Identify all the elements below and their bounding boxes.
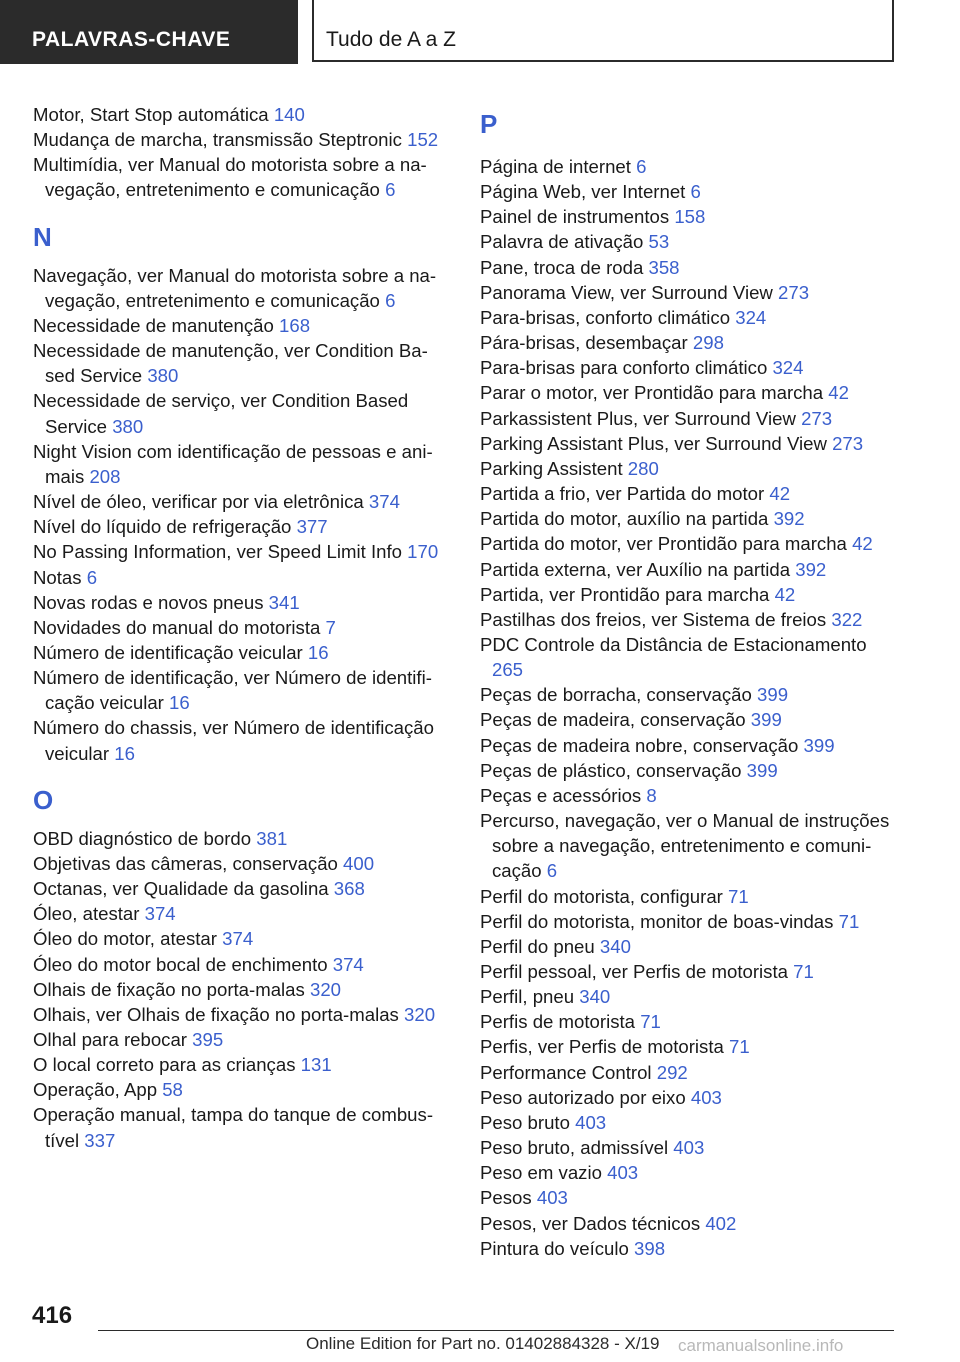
- index-page-link[interactable]: 6: [690, 181, 701, 203]
- index-entry-text: Perfil, pneu: [480, 986, 575, 1008]
- index-entry-text: Pára-brisas, desembaçar: [480, 332, 688, 354]
- index-entry: [33, 102, 451, 127]
- index-entry-text: Nível de óleo, verificar por via eletrônica: [33, 491, 364, 513]
- index-entry-text: Peso em vazio: [480, 1162, 602, 1184]
- index-entry-text: Pastilhas dos freios, ver Sistema de freios: [480, 608, 827, 630]
- index-entry: [480, 632, 900, 682]
- index-page-link[interactable]: 340: [579, 986, 611, 1008]
- index-entry-text: Perfil do pneu: [480, 935, 595, 957]
- index-entry-text: Perfil do motorista, monitor de boas-vindas: [480, 910, 834, 932]
- index-entry: [480, 1110, 900, 1135]
- index-entry-text: Operação manual, tampa do tanque de combustível: [33, 1104, 434, 1151]
- index-entry: [33, 439, 451, 489]
- index-page-link[interactable]: 6: [546, 860, 558, 882]
- index-entry: [480, 506, 900, 531]
- index-page-link[interactable]: 265: [492, 659, 524, 681]
- index-entry: [480, 380, 900, 405]
- index-page-link[interactable]: 6: [385, 179, 396, 201]
- index-page-link[interactable]: 7: [325, 616, 336, 638]
- index-entry-text: Pesos: [480, 1187, 532, 1209]
- index-page-link[interactable]: 400: [343, 852, 375, 874]
- index-entry: [480, 1034, 900, 1059]
- index-entry-text: Painel de instrumentos: [480, 206, 670, 228]
- index-page-link[interactable]: 374: [144, 903, 176, 925]
- index-entry: [480, 884, 900, 909]
- index-page-link[interactable]: 131: [300, 1054, 332, 1076]
- index-column-right: [480, 102, 900, 1261]
- index-entry-text: Peso bruto, admissível: [480, 1137, 669, 1159]
- index-entry-text: Pintura do veículo: [480, 1237, 629, 1259]
- index-entry-text: Necessidade de serviço, ver Condition Based Service: [33, 390, 409, 437]
- index-entry: [480, 1160, 900, 1185]
- index-page-link[interactable]: 392: [795, 558, 827, 580]
- index-page-link[interactable]: 402: [705, 1212, 737, 1234]
- index-page-link[interactable]: 273: [801, 407, 833, 429]
- index-entry-text: Para-brisas para conforto climático: [480, 357, 768, 379]
- index-page-link[interactable]: 399: [757, 684, 789, 706]
- index-page-link[interactable]: 398: [634, 1237, 666, 1259]
- index-page-link[interactable]: 380: [112, 415, 144, 437]
- index-page-link[interactable]: 403: [575, 1111, 607, 1133]
- index-entry: [33, 539, 451, 564]
- index-entry: [33, 901, 451, 926]
- index-entry-text: Parking Assistant Plus, ver Surround View: [480, 432, 827, 454]
- index-entry-text: No Passing Information, ver Speed Limit Info: [33, 541, 402, 563]
- index-entry-text: Motor, Start Stop automática: [33, 104, 269, 125]
- index-entry: [33, 152, 451, 202]
- index-page-link[interactable]: 6: [636, 156, 647, 177]
- index-entry-text: Peças de madeira nobre, conservação: [480, 734, 799, 756]
- index-entry: [33, 977, 451, 1002]
- index-page-link[interactable]: 71: [640, 1011, 661, 1033]
- index-entry: [480, 154, 900, 179]
- index-page-link[interactable]: 16: [307, 641, 329, 663]
- index-page-link[interactable]: 273: [778, 281, 810, 303]
- index-page-link[interactable]: 42: [852, 533, 873, 555]
- index-page-link[interactable]: 42: [769, 483, 791, 505]
- index-letter-heading: P: [480, 109, 498, 139]
- index-page-link[interactable]: 340: [599, 935, 631, 957]
- index-page-link[interactable]: 403: [607, 1162, 639, 1184]
- index-entry-text: Palavra de ativação: [480, 231, 644, 253]
- footer-edition: Online Edition for Part no. 01402884328 - X/19: [306, 1334, 660, 1353]
- index-page-link[interactable]: 42: [828, 382, 849, 404]
- index-page-link[interactable]: 292: [656, 1061, 688, 1083]
- index-entry: [33, 851, 451, 876]
- index-page-link[interactable]: 168: [279, 314, 311, 336]
- index-entry-text: Objetivas das câmeras, conservação: [33, 852, 338, 874]
- index-entry-text: Peso bruto: [480, 1111, 570, 1133]
- section-title: PALAVRAS-CHAVE: [32, 28, 231, 51]
- index-entry: [33, 313, 451, 338]
- topic-tab: [312, 0, 894, 62]
- index-page-link[interactable]: 403: [690, 1086, 722, 1108]
- index-page-link[interactable]: 71: [729, 1036, 750, 1058]
- index-entry-text: Necessidade de manutenção, ver Condition Based Service: [33, 340, 428, 387]
- index-entry-text: Óleo do motor, atestar: [33, 928, 217, 950]
- index-page-link[interactable]: 320: [404, 1003, 436, 1025]
- index-page-link[interactable]: 403: [536, 1187, 568, 1209]
- index-page-link[interactable]: 395: [192, 1029, 224, 1050]
- index-entry-text: Óleo do motor bocal de enchimento: [33, 953, 328, 975]
- index-entry: [480, 481, 900, 506]
- index-entry: [480, 1236, 900, 1261]
- index-entry-text: Necessidade de manutenção: [33, 314, 274, 336]
- index-entry: [480, 682, 900, 707]
- index-entry-text: Número de identificação, ver Número de identificação veicular: [33, 667, 432, 714]
- index-page-link[interactable]: 374: [368, 491, 400, 513]
- index-entry: [480, 406, 900, 431]
- index-entry: [33, 127, 451, 152]
- index-entry-text: Parar o motor, ver Prontidão para marcha: [480, 382, 824, 404]
- index-letter-heading: O: [33, 784, 54, 815]
- index-entry-text: Nível do líquido de refrigeração: [33, 516, 292, 538]
- index-page-link[interactable]: 208: [89, 465, 121, 487]
- index-entry: [480, 431, 900, 456]
- index-entry-text: Parkassistent Plus, ver Surround View: [480, 407, 796, 429]
- index-letter-heading: N: [33, 221, 52, 252]
- index-page-link[interactable]: 399: [750, 709, 782, 731]
- index-page-link[interactable]: 170: [407, 541, 439, 563]
- topic-title: Tudo de A a Z: [326, 28, 456, 51]
- index-entry-text: Perfis de motorista: [480, 1011, 636, 1033]
- index-entry: [480, 707, 900, 732]
- index-entry: [480, 531, 900, 556]
- index-page-link[interactable]: 16: [169, 692, 190, 714]
- index-entry-text: Partida, ver Prontidão para marcha: [480, 583, 770, 605]
- index-entry-text: Peças de plástico, conservação: [480, 759, 742, 781]
- index-entry-text: Partida a frio, ver Partida do motor: [480, 483, 765, 505]
- index-entry: [480, 582, 900, 607]
- index-entry: [33, 615, 451, 640]
- index-page-link[interactable]: 42: [774, 583, 796, 605]
- index-page-link[interactable]: 380: [147, 365, 179, 387]
- index-entry-text: PDC Controle da Distância de Estacionamento: [480, 633, 867, 655]
- index-entry: [480, 1185, 900, 1210]
- index-entry: [33, 1102, 451, 1152]
- index-page-link[interactable]: 358: [648, 256, 680, 278]
- index-entry-text: Panorama View, ver Surround View: [480, 281, 773, 303]
- section-tab: [0, 0, 298, 64]
- index-entry: [480, 1085, 900, 1110]
- index-entry-text: Peso autorizado por eixo: [480, 1086, 686, 1108]
- footer-watermark: carmanualsonline.info: [678, 1336, 844, 1355]
- index-entry-text: Percurso, navegação, ver o Manual de instruções sobre a navegação, entretenimento e comunicação: [480, 810, 890, 882]
- index-entry-text: Partida do motor, auxílio na partida: [480, 508, 769, 530]
- index-entry: [480, 733, 900, 758]
- index-entry: [33, 489, 451, 514]
- index-entry: [480, 909, 900, 934]
- index-entry: [33, 565, 451, 590]
- index-entry-text: OBD diagnóstico de bordo: [33, 827, 252, 849]
- index-entry-text: Perfil do motorista, configurar: [480, 885, 723, 907]
- index-entry: [33, 665, 451, 715]
- index-entry-text: Perfis, ver Perfis de motorista: [480, 1036, 724, 1058]
- index-entry: [480, 959, 900, 984]
- index-page-link[interactable]: 71: [838, 910, 860, 932]
- index-entry-text: Notas: [33, 566, 82, 588]
- index-entry: [480, 808, 900, 883]
- index-entry: [480, 204, 900, 229]
- index-page-link[interactable]: 71: [793, 961, 814, 982]
- index-entry-text: Número de identificação veicular: [33, 641, 303, 663]
- index-entry: [33, 1052, 451, 1077]
- index-page-link[interactable]: 6: [385, 289, 396, 311]
- index-entry: [33, 926, 451, 951]
- index-entry: [33, 1077, 451, 1102]
- index-entry: [33, 338, 451, 388]
- index-page-link[interactable]: 377: [296, 516, 328, 538]
- index-entry: [33, 388, 451, 438]
- index-entry: [480, 280, 900, 305]
- index-entry-text: O local correto para as crianças: [33, 1054, 296, 1076]
- index-entry-text: Navegação, ver Manual do motorista sobre a navegação, entretenimento e comunicação: [33, 264, 437, 311]
- index-entry-text: Peças de borracha, conservação: [480, 684, 752, 706]
- page-number: 416: [32, 1302, 73, 1329]
- index-entry: [480, 783, 900, 808]
- index-page-link[interactable]: 341: [268, 591, 300, 613]
- index-entry-text: Multimídia, ver Manual do motorista sobre a navegação, entretenimento e comunicação: [33, 154, 427, 201]
- index-entry: [33, 1027, 451, 1052]
- index-entry: [480, 330, 900, 355]
- index-entry: [33, 640, 451, 665]
- index-page-link[interactable]: 8: [646, 784, 657, 806]
- index-entry-text: Night Vision com identificação de pessoas e animais: [33, 440, 433, 487]
- index-page-link[interactable]: 298: [692, 332, 724, 354]
- index-entry: [33, 952, 451, 977]
- index-page-link[interactable]: 280: [627, 457, 659, 479]
- index-entry: [33, 1002, 451, 1027]
- index-entry: [33, 514, 451, 539]
- index-entry-text: Perfil pessoal, ver Perfis de motorista: [480, 961, 788, 982]
- index-page-link[interactable]: 324: [735, 306, 767, 328]
- index-entry: [480, 355, 900, 380]
- index-entry-text: Peças de madeira, conservação: [480, 709, 746, 731]
- index-entry: [33, 876, 451, 901]
- index-entry: [480, 456, 900, 481]
- index-entry: [480, 557, 900, 582]
- index-page-link[interactable]: 374: [332, 953, 364, 975]
- index-entry-text: Novas rodas e novos pneus: [33, 591, 264, 613]
- index-page-link[interactable]: 368: [333, 878, 365, 900]
- index-page-link[interactable]: 392: [773, 508, 805, 530]
- index-page-link[interactable]: 16: [114, 742, 135, 764]
- index-page-link[interactable]: 322: [831, 608, 863, 630]
- index-entry-text: Para-brisas, conforto climático: [480, 306, 731, 328]
- index-entry-text: Olhais, ver Olhais de fixação no porta-malas: [33, 1003, 399, 1025]
- index-page-link[interactable]: 273: [832, 432, 864, 454]
- index-entry-text: Operação, App: [33, 1079, 158, 1101]
- index-page-link[interactable]: 320: [310, 978, 342, 1000]
- index-entry-text: Partida externa, ver Auxílio na partida: [480, 558, 791, 580]
- index-page-link[interactable]: 58: [162, 1079, 183, 1101]
- index-entry: [480, 255, 900, 280]
- index-page-link[interactable]: 140: [273, 104, 305, 125]
- index-page-link[interactable]: 71: [728, 885, 749, 907]
- index-column-left: [33, 102, 451, 1153]
- index-entry: [480, 1211, 900, 1236]
- index-entry: [480, 984, 900, 1009]
- index-page-link[interactable]: 324: [772, 357, 804, 379]
- index-entry: [33, 263, 451, 313]
- index-entry-text: Performance Control: [480, 1061, 652, 1083]
- index-page-link[interactable]: 399: [746, 759, 778, 781]
- index-entry: [480, 758, 900, 783]
- index-entry: [480, 1060, 900, 1085]
- index-entry: [480, 607, 900, 632]
- index-entry-text: Óleo, atestar: [33, 903, 140, 925]
- index-entry-text: Mudança de marcha, transmissão Steptronic: [33, 129, 402, 151]
- index-entry: [33, 590, 451, 615]
- index-entry: [33, 715, 451, 765]
- index-entry-text: Pesos, ver Dados técnicos: [480, 1212, 701, 1234]
- index-page-link[interactable]: 337: [84, 1129, 116, 1151]
- index-entry: [480, 179, 900, 204]
- index-entry: [480, 934, 900, 959]
- index-entry-text: Partida do motor, ver Prontidão para marcha: [480, 533, 847, 555]
- page-header: [0, 0, 960, 66]
- index-entry-text: Olhal para rebocar: [33, 1029, 187, 1050]
- index-entry-text: Novidades do manual do motorista: [33, 616, 321, 638]
- index-entry: [33, 826, 451, 851]
- index-page-link[interactable]: 152: [407, 129, 439, 151]
- index-page-link[interactable]: 158: [674, 206, 706, 228]
- index-page-link[interactable]: 374: [222, 928, 254, 950]
- index-entry-text: Olhais de fixação no porta-malas: [33, 978, 305, 1000]
- index-page-link[interactable]: 53: [648, 231, 670, 253]
- index-entry-text: Peças e acessórios: [480, 784, 642, 806]
- index-entry-text: Número do chassis, ver Número de identificação veicular: [33, 717, 434, 764]
- footer-divider: [98, 1330, 894, 1331]
- index-page-link[interactable]: 403: [673, 1137, 705, 1159]
- index-entry: [480, 305, 900, 330]
- index-entry-text: Página de internet: [480, 156, 631, 177]
- index-entry-text: Pane, troca de roda: [480, 256, 644, 278]
- index-page-link[interactable]: 381: [256, 827, 288, 849]
- index-page-link[interactable]: 399: [803, 734, 835, 756]
- index-entry: [480, 229, 900, 254]
- index-entry: [480, 1009, 900, 1034]
- index-entry-text: Octanas, ver Qualidade da gasolina: [33, 878, 329, 900]
- index-entry-text: Página Web, ver Internet: [480, 181, 686, 203]
- index-entry-text: Parking Assistent: [480, 457, 623, 479]
- index-page-link[interactable]: 6: [86, 566, 98, 588]
- index-entry: [480, 1135, 900, 1160]
